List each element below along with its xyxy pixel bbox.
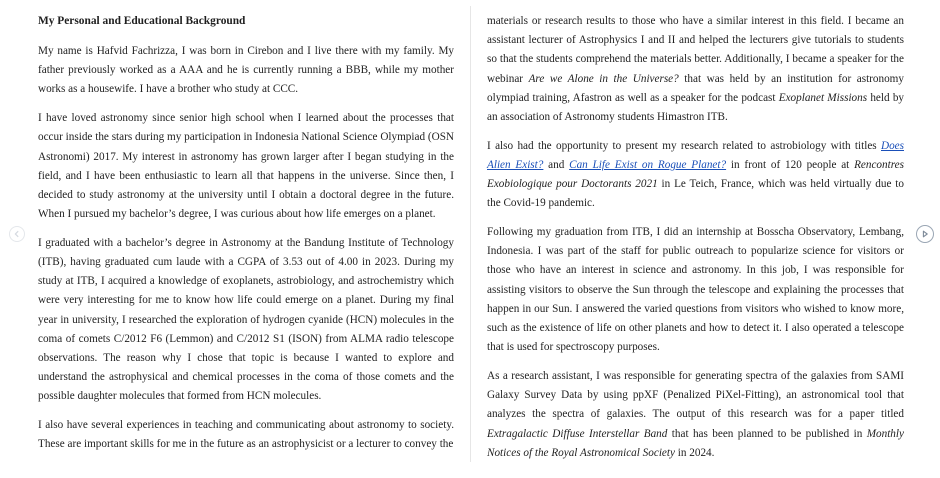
play-right-icon (920, 229, 930, 239)
chevron-left-icon (13, 230, 21, 238)
right-page (487, 0, 904, 478)
paragraph-research-assistant: As a research assistant, I was responsible for generating spectra of the galaxies from SAMI Galaxy Survey Data by using ppXF (Penalized PiXel-Fitting), an astronomical tool that analyzes the spectra of galaxies. The output of this research was for a paper titled Extragalactic Diffuse Interstellar Band that has been planned to be published in Monthly Notices of the Royal Astronomical Society in 2024. (487, 369, 904, 459)
journal-title: Monthly Notices of the Royal Astronomical Society (487, 427, 904, 459)
event-title: Rencontres Exobiologique pour Doctorants 2021 (487, 158, 904, 191)
podcast-title: Exoplanet Missions (778, 91, 868, 104)
page-divider (470, 6, 471, 462)
paragraph-interest: I have loved astronomy since senior high school when I learned about the processes that occur inside the stars during my participation in Indonesia National Science Olympiad (OSN Astronomi) 2017. My interest in astronomy has grown larger after I began studying in the field, and I have been enthusiastic to learn all that happens in the universe. Since then, I decided to study astronomy at the university until I obtain a doctoral degree in the future. When I pursued my bachelor’s degree, I was curious about how life emerges on a planet. (38, 112, 454, 221)
link-can-life-exist[interactable]: Can Life Exist on Rogue Planet? (569, 158, 727, 171)
paper-title: Extragalactic Diffuse Interstellar Band (487, 427, 668, 440)
paragraph-education: I graduated with a bachelor’s degree in Astronomy at the Bandung Institute of Technology (ITB), having graduated cum laude with a CGPA of 3.53 out of 4.00 in 2023. During my study at ITB, I acquired a knowledge of exoplanets, astrobiology, and astrochemistry which were very interesting for me to know how life could emerge on a planet. During my final year in university, I researched the exploration of hydrogen cyanide (HCN) molecules in the coma of comets C/2012 F6 (Lemmon) and C/2012 S1 (ISON) from ALMA radio telescope observations. The reason why I chose that topic is because I wanted to explore and understand the astrophysical and chemical processes in the coma of those comets and the possible daughter molecules that formed from HCN molecules. (38, 236, 454, 403)
link-does-alien-exist[interactable]: Does Alien Exist? (487, 139, 904, 171)
left-page (38, 0, 454, 478)
paragraph-family: My name is Hafvid Fachrizza, I was born in Cirebon and I live there with my family. My father previously worked as a AAA and he is currently running a BBB, while my mother works as a housewife. I have a brother who study at CCC. (38, 45, 454, 96)
paragraph-presentations: I also had the opportunity to present my research related to astrobiology with titles Does Alien Exist? and Can Life Exist on Rogue Planet? in front of 120 people at Rencontres Exobiologique pour Doctorants 2021 in Le Teich, France, which was held virtually due to the Covid-19 pandemic. (487, 139, 904, 210)
paragraph-teaching-continued: materials or research results to those who have a similar interest in this field. I became an assistant lecturer of Astrophysics I and II and helped the lecturers give tutorials to students so that the students comprehend the materials better. Additionally, I became a speaker for the webinar Are we Alone in the Universe? that was held by an institution for astronomy olympiad training, Afastron as well as a speaker for the podcast Exoplanet Missions held by an association of Astronomy students Himastron ITB. (487, 15, 905, 124)
paragraph-internship: Following my graduation from ITB, I did an internship at Bosscha Observatory, Lembang, Indonesia. I was part of the staff for public outreach to popularize science for visitors or those who have an interest in science and astronomy. In this job, I was responsible for assisting visitors to observe the Sun through the telescope and explaining the processes that happen in our Sun. I answered the varied questions from visitors who wished to know more, such as the existence of life on other planets and how to detect it. I also operated a telescope that is used for spectroscopy purposes. (487, 226, 904, 354)
paragraph-teaching-start: I also have several experiences in teaching and communicating about astronomy to society. These are important skills for me in the future as an astrophysicist or a lecturer to convey the (38, 419, 454, 451)
previous-page-button[interactable] (9, 226, 25, 242)
next-page-button[interactable] (916, 225, 934, 243)
webinar-title: Are we Alone in the Universe? (528, 72, 679, 85)
section-heading: My Personal and Educational Background (38, 15, 246, 27)
